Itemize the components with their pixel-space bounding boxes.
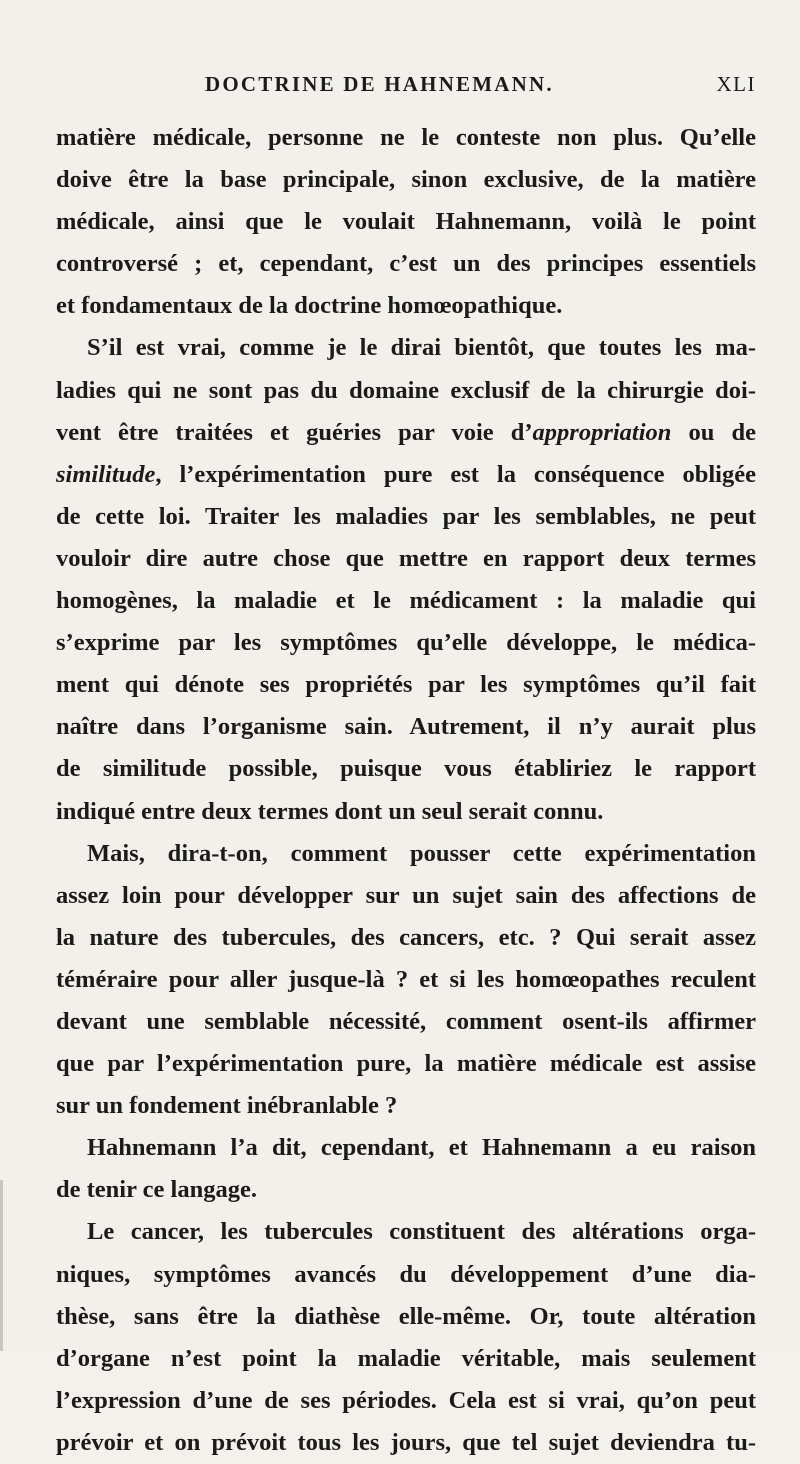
text-line: homogènes, la maladie et le médicament : la maladie qui — [56, 587, 756, 615]
text-line: s’exprime par les symptômes qu’elle développe, le médica- — [56, 629, 756, 657]
text-line: naître dans l’organisme sain. Autrement, il n’y aurait plus — [56, 713, 756, 741]
text-line: vent être traitées et guéries par voie d’appropriation ou de — [56, 418, 756, 446]
page-edge-shadow — [0, 1180, 3, 1351]
text-line: la nature des tubercules, des cancers, etc. ? Qui serait assez — [56, 923, 756, 951]
italic-term: similitude — [56, 460, 156, 488]
italic-term: appropriation — [532, 418, 672, 446]
text-line: d’organe n’est point la maladie véritable, mais seulement — [56, 1344, 756, 1372]
text-line: sur un fondement inébranlable ? — [56, 1092, 398, 1120]
text-line: médicale, ainsi que le voulait Hahnemann, voilà le point — [56, 208, 756, 236]
text-line: thèse, sans être la diathèse elle-même. Or, toute altération — [56, 1302, 756, 1330]
page-number: XLI — [716, 72, 756, 96]
text-line: vouloir dire autre chose que mettre en rapport deux termes — [56, 544, 756, 572]
text-line: matière médicale, personne ne le conteste non plus. Qu’elle — [56, 124, 756, 151]
text-line: de tenir ce langage. — [56, 1176, 257, 1204]
text-line: doive être la base principale, sinon exclusive, de la matière — [56, 166, 756, 194]
text-line: de similitude possible, puisque vous établiriez le rapport — [56, 755, 756, 783]
text-line: niques, symptômes avancés du développement d’une dia- — [56, 1260, 756, 1288]
text-line: devant une semblable nécessité, comment osent-ils affirmer — [56, 1007, 756, 1035]
text-line: ladies qui ne sont pas du domaine exclusif de la chirurgie doi- — [56, 376, 756, 404]
text-line: Hahnemann l’a dit, cependant, et Hahnemann a eu raison — [87, 1134, 756, 1162]
text-line: et fondamentaux de la doctrine homœopathique. — [56, 292, 563, 320]
text-line: Mais, dira-t-on, comment pousser cette expérimentation — [87, 839, 756, 867]
text-line: l’expression d’une de ses périodes. Cela est si vrai, qu’on peut — [56, 1386, 756, 1414]
text-line: ment qui dénote ses propriétés par les symptômes qu’il fait — [56, 671, 756, 699]
body-text — [56, 117, 756, 1464]
text-line: similitude, l’expérimentation pure est la conséquence obligée — [56, 460, 756, 488]
running-head — [0, 72, 800, 106]
running-title: DOCTRINE DE HAHNEMANN. — [205, 72, 554, 96]
text-line: assez loin pour développer sur un sujet sain des affections de — [56, 881, 756, 909]
text-line: prévoir et on prévoit tous les jours, que tel sujet deviendra tu- — [56, 1428, 756, 1456]
text-line: Le cancer, les tubercules constituent des altérations orga- — [87, 1218, 756, 1246]
text-line: controversé ; et, cependant, c’est un des principes essentiels — [56, 250, 756, 278]
text-line: que par l’expérimentation pure, la matière médicale est assise — [56, 1050, 756, 1078]
text-line: téméraire pour aller jusque-là ? et si les homœopathes reculent — [56, 965, 756, 993]
text-line: S’il est vrai, comme je le dirai bientôt, que toutes les ma- — [87, 334, 756, 362]
text-line: indiqué entre deux termes dont un seul serait connu. — [56, 797, 604, 825]
text-line: de cette loi. Traiter les maladies par les semblables, ne peut — [56, 502, 756, 530]
